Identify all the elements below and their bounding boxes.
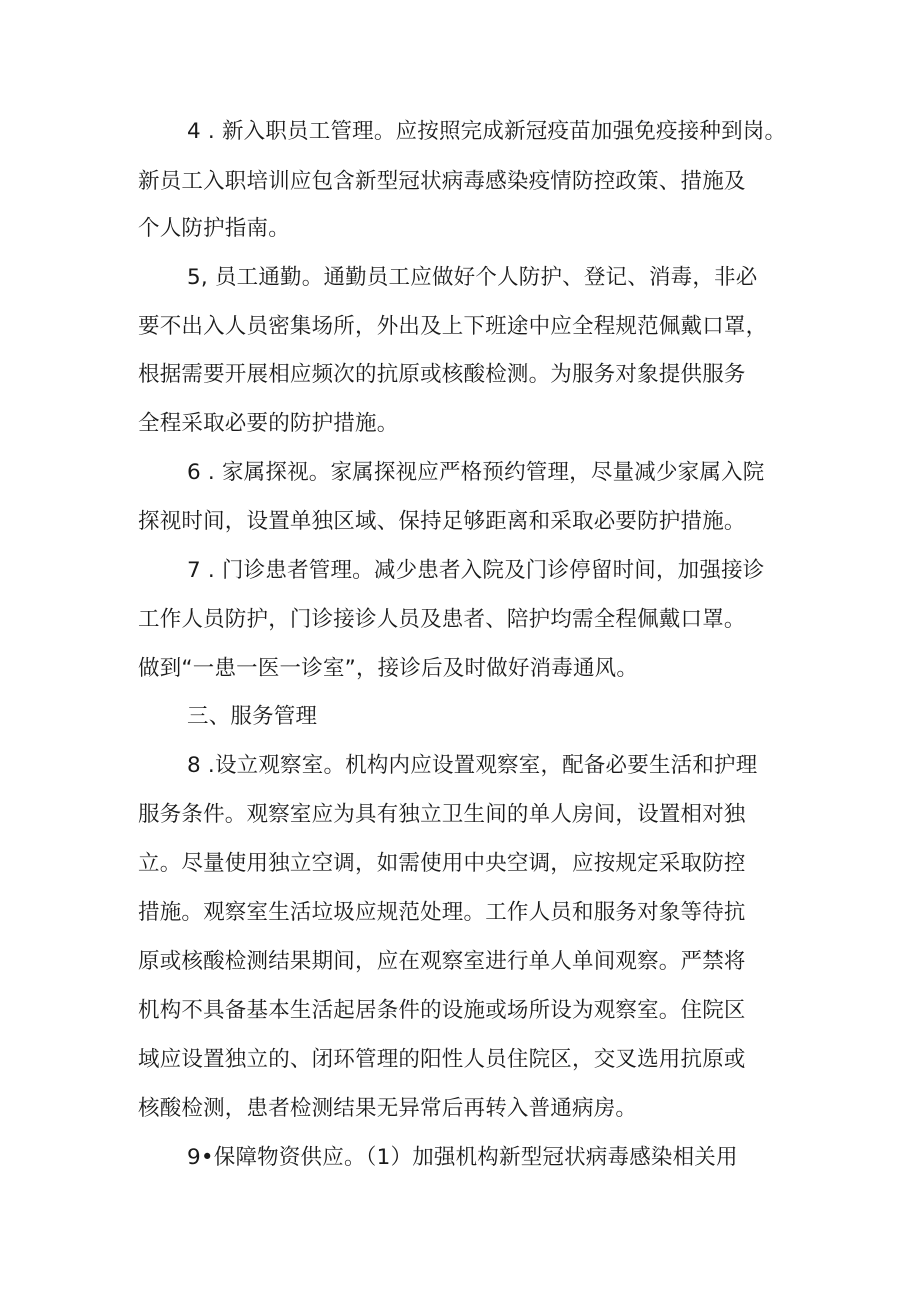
paragraph-8-line-7: 域应设置独立的、闭环管理的阳性人员住院区，交叉选用抗原或 <box>138 1047 746 1072</box>
paragraph-5-line-4: 全程采取必要的防护措施。 <box>138 411 399 436</box>
paragraph-7-line-3: 做到“一患一医一诊室”，接诊后及时做好消毒通风。 <box>138 656 639 681</box>
paragraph-8-line-5: 原或核酸检测结果期间，应在观察室进行单人单间观察。严禁将 <box>138 949 746 974</box>
paragraph-5-line-1: 5, 员工通勤。通勤员工应做好个人防护、登记、消毒，非必 <box>187 265 758 290</box>
paragraph-4-line-2: 新员工入职培训应包含新型冠状病毒感染疫情防控政策、措施及 <box>138 169 746 194</box>
paragraph-7-line-1: 7 . 门诊患者管理。减少患者入院及门诊停留时间，加强接诊 <box>187 558 765 583</box>
paragraph-4-line-1: 4 . 新入职员工管理。应按照完成新冠疫苗加强免疫接种到岗。 <box>187 119 787 144</box>
paragraph-7-line-2: 工作人员防护，门诊接诊人员及患者、陪护均需全程佩戴口罩。 <box>138 607 746 632</box>
paragraph-5-line-2: 要不出入人员密集场所，外出及上下班途中应全程规范佩戴口罩， <box>138 314 768 339</box>
paragraph-8-line-3: 立。尽量使用独立空调，如需使用中央空调，应按规定采取防控 <box>138 851 746 876</box>
paragraph-8-line-4: 措施。观察室生活垃圾应规范处理。工作人员和服务对象等待抗 <box>138 900 746 925</box>
paragraph-4-line-3: 个人防护指南。 <box>138 216 290 241</box>
paragraph-6-line-2: 探视时间，设置单独区域、保持足够距离和采取必要防护措施。 <box>138 509 746 534</box>
paragraph-8-line-6: 机构不具备基本生活起居条件的设施或场所设为观察室。住院区 <box>138 998 746 1023</box>
paragraph-8-line-8: 核酸检测，患者检测结果无异常后再转入普通病房。 <box>138 1096 638 1121</box>
paragraph-5-line-3: 根据需要开展相应频次的抗原或核酸检测。为服务对象提供服务 <box>138 362 746 387</box>
paragraph-6-line-1: 6 . 家属探视。家属探视应严格预约管理，尽量减少家属入院 <box>187 460 765 485</box>
section-heading: 三、服务管理 <box>187 704 318 729</box>
paragraph-8-line-1: 8 .设立观察室。机构内应设置观察室，配备必要生活和护理 <box>187 753 758 778</box>
paragraph-9-line-1: 9•保障物资供应。（1）加强机构新型冠状病毒感染相关用 <box>187 1145 738 1170</box>
paragraph-8-line-2: 服务条件。观察室应为具有独立卫生间的单人房间，设置相对独 <box>138 802 746 827</box>
